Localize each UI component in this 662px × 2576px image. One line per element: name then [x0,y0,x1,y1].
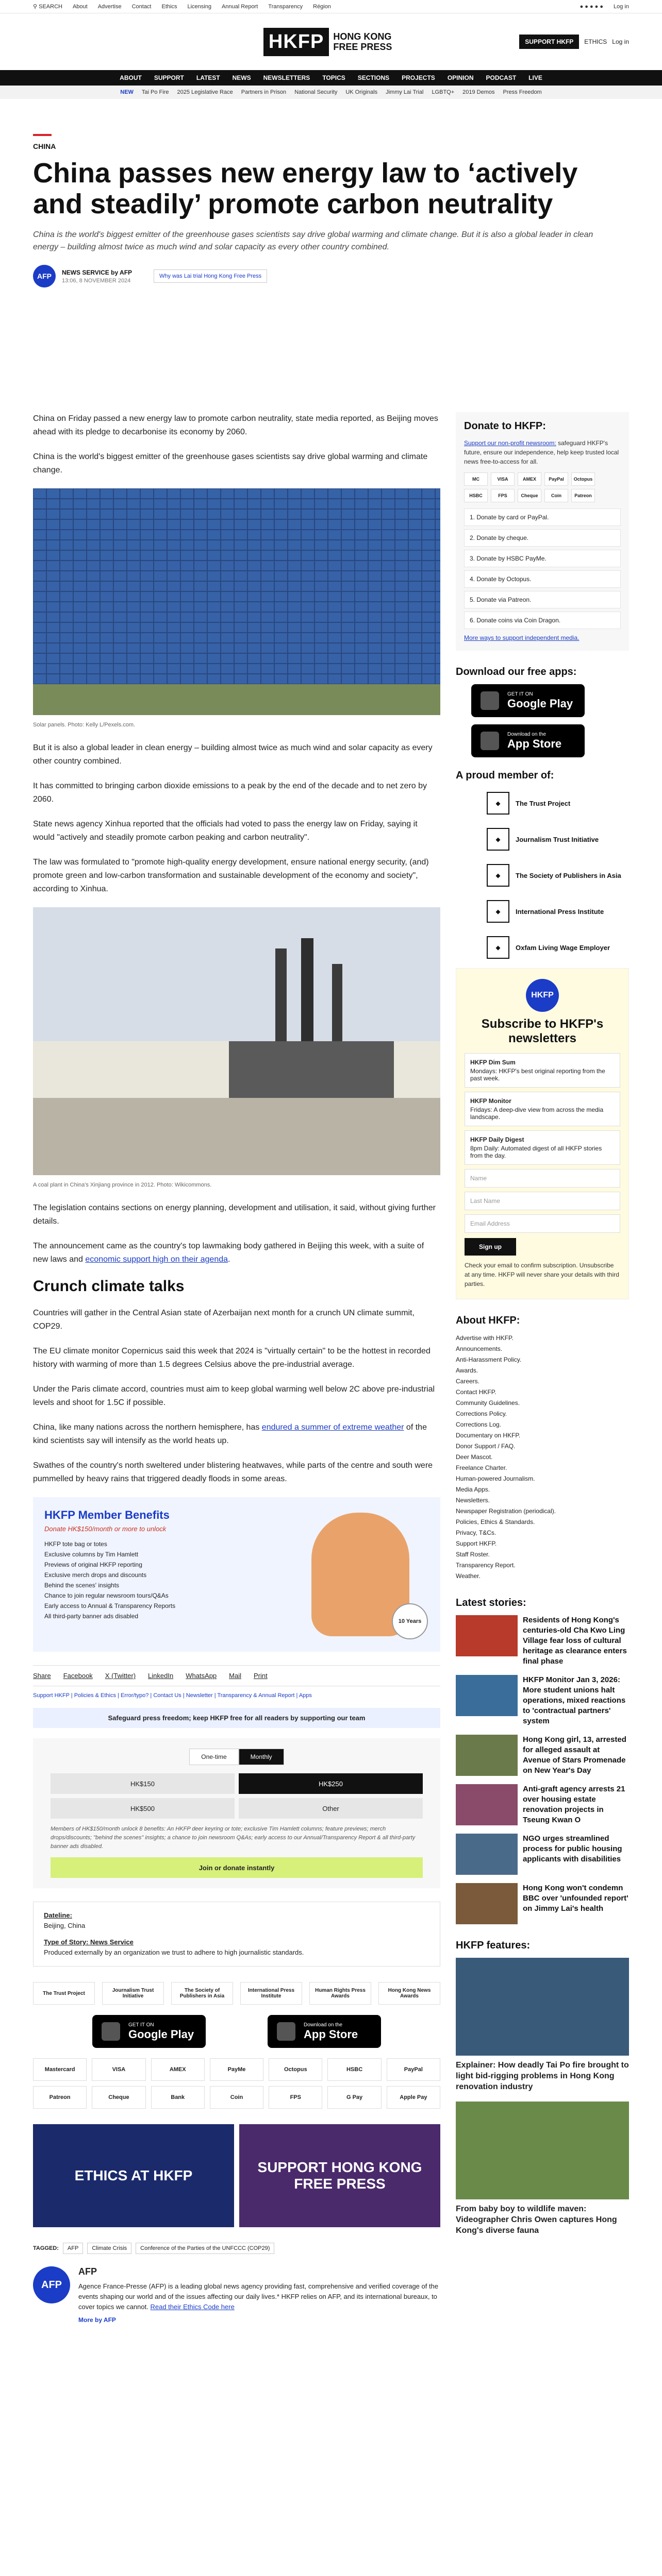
extreme-weather-link[interactable]: endured a summer of extreme weather [261,1423,404,1432]
member-name: Journalism Trust Initiative [516,835,599,843]
member-row[interactable] [456,896,629,927]
trust-logo[interactable]: The Society of Publishers in Asia [171,1982,233,2005]
frequency-toggle [51,1749,423,1765]
image-caption: Solar panels. Photo: Kelly L/Pexels.com. [33,722,136,728]
member-logo-icon: ◆ [487,792,509,815]
trending-item[interactable]: 2025 Legislative Race [177,89,233,95]
one-time-option[interactable]: One-time [189,1749,238,1765]
newsletter-note: Check your email to confirm subscription. Unsubscribe at any time. HKFP will never share your details with third parties. [465,1262,619,1287]
monthly-option[interactable]: Monthly [239,1749,284,1765]
share-link[interactable]: Share [33,1672,51,1680]
logo-line-2: FREE PRESS [333,42,392,52]
member-row[interactable] [456,824,629,855]
payment-logo[interactable]: Bank [151,2086,205,2109]
feature-thumbnail [456,1958,629,2056]
author-bio-text: Agence France-Presse (AFP) is a leading global news agency providing fast, comprehensive and verified coverage of the events shaping our world and of the issues affecting our daily lives.* HKFP relies on AFP, and its international bureaux, to cover topics we cannot. [78,2282,439,2311]
payment-method-icon[interactable]: FPS [491,489,515,502]
tag-link[interactable]: AFP [63,2243,83,2254]
article-body [33,412,440,2324]
story-meta-box [33,1902,440,1967]
about-link[interactable]: Freelance Charter. [456,1464,507,1471]
coal-plant-image [33,907,440,1175]
share-link[interactable]: Facebook [63,1672,93,1680]
donate-option[interactable]: 2. Donate by cheque. [464,529,621,547]
section-heading: Crunch climate talks [33,1278,185,1295]
paragraph: State news agency Xinhua reported that the officials had voted to pass the energy law on Friday, saying it would "actively and steadily promote carbon peaking and carbon neutrality". [33,820,418,842]
tags-label: TAGGED: [33,2245,59,2251]
paragraph: China on Friday passed a new energy law to promote carbon neutrality, state media reported, as Beijing moves ahead with its pledge to decarbonise its economy by 2060. [33,414,438,436]
ten-years-badge: 10 Years [392,1603,428,1639]
latest-story[interactable] [456,1615,629,1667]
latest-title-text[interactable]: Residents of Hong Kong's centuries-old Cha Kwo Ling Village fear loss of cultural heritage as clearance enters final phase [523,1616,627,1666]
latest-title-text[interactable]: HKFP Monitor Jan 3, 2026: More student unions halt operations, mixed reactions to 'contractual partners' system [523,1675,626,1725]
member-logo-icon: ◆ [487,936,509,959]
donate-box [456,412,629,651]
signup-button[interactable]: Sign up [465,1238,516,1256]
payment-method-icon[interactable]: MC [464,472,488,486]
apps-title: Download our free apps: [456,666,577,677]
donate-option[interactable]: 3. Donate by HSBC PayMe. [464,550,621,567]
trending-item[interactable]: UK Originals [345,89,378,95]
tags-row [33,2243,440,2254]
support-promo-banner[interactable]: SUPPORT HONG KONG FREE PRESS [239,2124,440,2227]
paragraph [33,1240,440,1266]
newsletter-name: HKFP Daily Digest [470,1136,524,1143]
latest-story[interactable] [456,1735,629,1776]
payment-method-icon[interactable]: PayPal [544,472,568,486]
email-input[interactable]: Email Address [465,1214,620,1233]
donate-description: Members of HK$150/month unlock 8 benefits: An HKFP deer keyring or tote; exclusive Tim Hamlett columns; feature previews; merch drops/discounts; "behind the scenes" insights; a chance to join newsroom Q&As; early access to our Annual/Transparency Report & all third-party banner ads disabled. [51,1826,416,1850]
paragraph: The law was formulated to "promote high-quality energy development, ensure national energy security, (and) promote green and low-carbon transformation and sustainable development of the economy and society", according to Xinhua. [33,858,429,893]
newsletter-desc: Fridays: A deep-dive view from across the media landscape. [470,1106,604,1121]
member-benefits-banner[interactable] [33,1497,440,1652]
feature-title-text[interactable]: From baby boy to wildlife maven: Videographer Chris Owen captures Hong Kong's diverse fauna [456,2205,617,2235]
advertise-link[interactable]: Advertise [97,3,122,10]
member-name: The Trust Project [516,799,571,807]
benefits-subtitle: Donate HK$150/month or more to unlock [44,1525,167,1533]
main-nav [0,70,662,86]
search-label: SEARCH [39,4,62,10]
benefit-item: HKFP tote bag or totes [44,1540,107,1548]
member-row[interactable] [456,860,629,891]
about-link[interactable]: Human-powered Journalism. [456,1475,535,1482]
donate-text [464,438,621,466]
share-link[interactable]: WhatsApp [186,1672,217,1680]
benefits-title: HKFP Member Benefits [44,1509,170,1521]
about-link[interactable]: Documentary on HKFP. [456,1432,521,1439]
payment-method-icon[interactable]: Cheque [518,489,541,502]
why-trust-link[interactable]: Why was Lai trial Hong Kong Free Press [154,269,267,283]
author-box [33,2266,440,2324]
paragraph: The EU climate monitor Copernicus said this week that 2024 is "virtually certain" to be the hottest in recorded history with warming of more than 1.5 degrees Celsius above the pre-industrial average. [33,1347,431,1369]
story-type-value: Produced externally by an organization we trust to adhere to high journalistic standards. [44,1948,304,1956]
payment-logo[interactable]: PayPal [387,2058,440,2081]
payment-logo[interactable]: Mastercard [33,2058,87,2081]
feature-story[interactable] [456,2102,629,2236]
payment-logo[interactable]: Apple Pay [387,2086,440,2109]
logo-mark: HKFP [263,28,329,56]
payment-method-icon[interactable]: Patreon [571,489,595,502]
text-run: China, like many nations across the northern hemisphere, has [33,1423,262,1432]
payment-logo[interactable]: VISA [92,2058,145,2081]
payment-method-icon[interactable]: HSBC [464,489,488,502]
about-list [456,1333,629,1582]
benefit-item: Chance to join regular newsroom tours/Q&As [44,1592,169,1599]
latest-stories [456,1615,629,1924]
about-link[interactable]: About [72,3,88,10]
amount-option[interactable]: HK$500 [51,1798,235,1819]
ethics-header-link[interactable]: ETHICS [584,38,607,45]
nav-item[interactable]: TOPICS [322,74,345,81]
member-name: Oxfam Living Wage Employer [516,943,610,952]
latest-title-text[interactable]: Hong Kong won't condemn BBC over 'unfounded report' on Jimmy Lai's health [523,1884,628,1913]
author-name[interactable]: AFP [78,2266,97,2277]
about-title: About HKFP: [456,1315,520,1326]
contact-link[interactable]: Contact [131,3,152,10]
share-link[interactable]: X (Twitter) [105,1672,136,1680]
trending-item[interactable]: Press Freedom [503,89,542,95]
latest-title-text[interactable]: Hong Kong girl, 13, arrested for alleged assault at Avenue of Stars Promenade on New Year's Day [523,1735,626,1775]
paragraph: It has committed to bringing carbon dioxide emissions to a peak by the end of the decade and to net zero by 2060. [33,782,427,804]
paragraph: Under the Paris climate accord, countries must aim to keep global warming well below 2C above pre-industrial levels and shoot for 1.5C if possible. [33,1385,435,1407]
features-list [456,1958,629,2236]
newsletter-box [456,968,629,1299]
store-name: Google Play [507,697,573,710]
newsletter-options [465,1053,620,1165]
author-box-avatar[interactable]: AFP [33,2266,70,2303]
app-store-button[interactable] [268,2015,381,2048]
about-link[interactable]: Deer Mascot. [456,1453,493,1461]
about-link[interactable]: Corrections Log. [456,1421,502,1428]
text-run: of the kind scientists say will intensify as the world heats up. [33,1423,427,1445]
latest-story[interactable] [456,1883,629,1924]
paragraph: The legislation contains sections on energy planning, development and utilisation, it said, without giving further details. [33,1204,436,1226]
article-title: China passes new energy law to ‘actively and steadily’ promote carbon neutrality [33,158,578,219]
trending-label: NEW [120,89,134,95]
text-run: . [228,1255,230,1264]
latest-title-text[interactable]: NGO urges streamlined process for public housing applicants with disabilities [523,1834,622,1863]
trust-logo[interactable]: Journalism Trust Initiative [102,1982,164,2005]
top-utility-bar [0,0,662,13]
sidebar [456,412,629,2245]
latest-thumbnail [456,1834,518,1875]
latest-story[interactable] [456,1834,629,1875]
feature-story[interactable] [456,1958,629,2092]
byline [33,265,629,287]
logo-line-1: HONG KONG [333,31,392,42]
amount-options [51,1773,423,1819]
licensing-link[interactable]: Licensing [187,3,211,10]
header-actions [519,35,629,49]
paragraph: Countries will gather in the Central Asian state of Azerbaijan next month for a crunch UN climate summit, COP29. [33,1309,415,1331]
payment-method-icon[interactable]: Octopus [571,472,595,486]
member-logo-icon: ◆ [487,864,509,887]
donate-text-body: safeguard HKFP's future, ensure our independence, help keep trusted local news free-to-access for all. [464,439,619,465]
benefits-text [44,1509,175,1640]
newsletter-desc: Mondays: HKFP's best original reporting from the past week. [470,1067,605,1082]
paragraph: Swathes of the country's north sweltered under blistering heatwaves, while parts of the centre and south were pummelled by heavy rains that triggered deadly floods in some areas. [33,1461,433,1483]
latest-thumbnail [456,1784,518,1825]
share-link[interactable]: Print [254,1672,268,1680]
share-bar [33,1665,440,1686]
latest-thumbnail [456,1883,518,1924]
member-organisations [456,788,629,963]
about-link[interactable]: Donor Support / FAQ. [456,1443,516,1450]
nav-item[interactable]: SECTIONS [357,74,390,81]
safeguard-banner[interactable]: Safeguard press freedom; keep HKFP free for all readers by supporting our team [33,1708,440,1728]
latest-thumbnail [456,1675,518,1716]
payment-logo[interactable]: AMEX [151,2058,205,2081]
ethics-code-link[interactable]: Read their Ethics Code here [150,2303,235,2311]
support-button[interactable]: SUPPORT HKFP [519,35,579,49]
about-link[interactable]: Newsletters. [456,1497,490,1504]
donate-options [464,509,621,629]
store-small-text: GET IT ON [507,691,533,697]
search-link[interactable]: ⚲ SEARCH [33,4,62,10]
about-link[interactable]: Awards. [456,1367,478,1374]
ethics-link[interactable]: Ethics [161,3,177,10]
benefit-item: Behind the scenes' insights [44,1582,120,1589]
more-by-author-link[interactable]: More by AFP [78,2316,116,2324]
google-play-icon [481,691,499,710]
login-link[interactable]: Log in [614,3,629,10]
join-button[interactable]: Join or donate instantly [51,1857,423,1878]
latest-title-text[interactable]: Anti-graft agency arrests 21 over housing estate renovation projects in Tseung Kwan O [523,1785,625,1824]
latest-story[interactable] [456,1784,629,1825]
transparency-link[interactable]: Transparency [268,3,303,10]
payment-method-icon[interactable]: AMEX [518,472,541,486]
logo-text [333,31,392,52]
store-small-text: Download on the [304,2022,343,2028]
paragraph: But it is also a global leader in clean energy – building almost twice as much wind and solar capacity as every other country combined. [33,743,433,766]
about-link[interactable]: Advertise with HKFP. [456,1334,514,1342]
more-ways [464,633,621,642]
payment-logo[interactable]: PayMe [210,2058,263,2081]
payment-methods-grid [33,2058,440,2109]
member-name: International Press Institute [516,907,604,916]
annual-report-link[interactable]: Annual Report [221,3,258,10]
donate-option[interactable]: 1. Donate by card or PayPal. [464,509,621,526]
login-header-link[interactable]: Log in [612,38,629,45]
payment-logo[interactable]: Octopus [269,2058,322,2081]
store-name: App Store [304,2027,358,2041]
store-name: App Store [507,737,562,750]
sidebar-app-store-button[interactable] [471,724,585,757]
trust-logos [33,1982,440,2005]
benefits-list [44,1539,175,1621]
about-link[interactable]: Weather. [456,1572,481,1580]
newsletter-name: HKFP Dim Sum [470,1059,516,1066]
byline-author[interactable]: NEWS SERVICE by AFP [62,268,133,276]
sidebar-google-play-button[interactable] [471,684,585,717]
about-link[interactable]: Community Guidelines. [456,1399,520,1406]
trust-logo[interactable]: Hong Kong News Awards [378,1982,440,2005]
author-bio [78,2281,440,2312]
payment-method-icon[interactable]: Coin [544,489,568,502]
about-link[interactable]: Contact HKFP. [456,1388,496,1396]
donate-option[interactable]: 4. Donate by Octopus. [464,570,621,588]
image-caption: A coal plant in China's Xinjiang province in 2012. Photo: Wikicommons. [33,1182,212,1188]
tag-link[interactable]: Conference of the Parties of the UNFCCC (COP29) [136,2243,274,2254]
nav-item[interactable]: PODCAST [486,74,517,81]
payment-logo[interactable]: G Pay [327,2086,381,2109]
about-link[interactable]: Careers. [456,1378,480,1385]
site-logo[interactable] [263,28,392,56]
nav-item[interactable]: NEWS [232,74,251,81]
region-link[interactable]: Région [313,3,331,10]
first-name-input[interactable]: Name [465,1169,620,1188]
paragraph [33,1421,440,1448]
donate-option[interactable]: 5. Donate via Patreon. [464,591,621,608]
payment-method-icons [464,472,621,502]
promo-banners [33,2124,440,2227]
payment-logo[interactable]: HSBC [327,2058,381,2081]
newsletter-name: HKFP Monitor [470,1097,511,1105]
member-row[interactable] [456,932,629,963]
nav-item[interactable]: NEWSLETTERS [263,74,310,81]
trending-item[interactable]: Partners in Prison [241,89,287,95]
about-link[interactable]: Transparency Report. [456,1562,516,1569]
share-link[interactable]: Mail [229,1672,242,1680]
nav-item[interactable]: OPINION [447,74,474,81]
google-play-button[interactable] [92,2015,206,2048]
feature-title-text[interactable]: Explainer: How deadly Tai Po fire brought to light bid-rigging problems in Hong Kong renovation industry [456,2061,629,2091]
byline-date: 13:06, 8 NOVEMBER 2024 [62,277,131,284]
nav-item[interactable]: SUPPORT [154,74,184,81]
about-link[interactable]: Anti-Harassment Policy. [456,1356,522,1363]
store-name: Google Play [128,2027,194,2041]
nav-item[interactable]: LATEST [196,74,220,81]
apple-icon [277,2022,295,2041]
trending-item[interactable]: 2019 Demos [462,89,495,95]
payment-logo[interactable]: Patreon [33,2086,87,2109]
payment-logo[interactable]: FPS [269,2086,322,2109]
more-ways-link[interactable]: More ways to support independent media. [464,634,580,641]
donate-widget [33,1738,440,1888]
latest-thumbnail [456,1735,518,1776]
article-header [33,134,629,301]
newsletter-desc: 8pm Daily: Automated digest of all HKFP stories from the day. [470,1145,602,1159]
amount-option[interactable]: Other [239,1798,423,1819]
site-header [0,13,662,70]
article-standfirst: China is the world's biggest emitter of the greenhouse gases scientists say drive global warming and climate change. But it is also a global leader in clean energy – building almost twice as much wind and solar capacity as every other country combined. [33,230,593,251]
solar-panels-image [33,488,440,715]
trending-item[interactable]: National Security [294,89,338,95]
benefit-item: All third-party banner ads disabled [44,1613,139,1620]
about-link[interactable]: Privacy, T&Cs. [456,1529,496,1536]
trending-item[interactable]: Tai Po Fire [141,89,169,95]
latest-thumbnail [456,1615,518,1656]
social-icons[interactable]: ● ● ● ● ● [580,3,604,10]
trending-bar [0,86,662,99]
benefit-item: Exclusive merch drops and discounts [44,1571,147,1579]
payment-logo[interactable]: Coin [210,2086,263,2109]
dateline-heading: Dateline: [44,1911,72,1919]
economic-support-link[interactable]: economic support high on their agenda [85,1255,228,1264]
ethics-promo-banner[interactable]: ETHICS AT HKFP [33,2124,234,2227]
paragraph: China is the world's biggest emitter of the greenhouse gases scientists say drive global warming and climate change. [33,452,428,474]
tag-link[interactable]: Climate Crisis [87,2243,131,2254]
share-link[interactable]: LinkedIn [148,1672,174,1680]
about-link[interactable]: Policies, Ethics & Standards. [456,1518,535,1526]
member-row[interactable] [456,788,629,819]
latest-title: Latest stories: [456,1597,526,1608]
kicker-rule [33,134,52,136]
member-logo-icon: ◆ [487,828,509,851]
byline-text [62,269,132,284]
about-link[interactable]: Newspaper Registration (periodical). [456,1507,556,1515]
benefit-item: Exclusive columns by Tim Hamlett [44,1551,139,1558]
member-name: The Society of Publishers in Asia [516,871,621,879]
support-newsroom-link[interactable]: Support our non-profit newsroom: [464,439,556,447]
author-avatar[interactable]: AFP [33,265,56,287]
payment-logo[interactable]: Cheque [92,2086,145,2109]
nav-item[interactable]: ABOUT [120,74,142,81]
newsletter-option[interactable] [465,1092,620,1126]
author-box-text [78,2266,440,2324]
member-logo-icon: ◆ [487,900,509,923]
nav-item[interactable]: PROJECTS [402,74,435,81]
apple-icon [481,732,499,750]
benefit-item: Early access to Annual & Transparency Reports [44,1602,176,1609]
footer-links[interactable]: Support HKFP | Policies & Ethics | Error/typo? | Contact Us | Newsletter | Transparency & Annual Report | Apps [33,1692,312,1699]
features-title: HKFP features: [456,1940,531,1951]
feature-thumbnail [456,2102,629,2199]
trending-item[interactable]: LGBTQ+ [432,89,455,95]
about-link[interactable]: Corrections Policy. [456,1410,507,1417]
latest-story[interactable] [456,1675,629,1726]
last-name-input[interactable]: Last Name [465,1192,620,1210]
store-small-text: Download on the [507,731,547,737]
dateline-value: Beijing, China [44,1922,86,1929]
app-store-row [33,2015,440,2048]
amount-option[interactable]: HK$150 [51,1773,235,1794]
newsletter-logo: HKFP [526,979,559,1012]
nav-item[interactable]: LIVE [528,74,542,81]
amount-option[interactable]: HK$250 [239,1773,423,1794]
text-run: The announcement came as the country's top lawmaking body gathered in Beijing this week, with a suite of new laws and [33,1242,424,1264]
about-link[interactable]: Media Apps. [456,1486,490,1493]
trending-item[interactable]: Jimmy Lai Trial [386,89,424,95]
trust-logo[interactable]: Human Rights Press Awards [309,1982,371,2005]
article-kicker[interactable]: CHINA [33,142,56,150]
newsletter-option[interactable] [465,1053,620,1088]
about-link[interactable]: Staff Roster. [456,1551,490,1558]
member-title: A proud member of: [456,770,554,781]
payment-method-icon[interactable]: VISA [491,472,515,486]
newsletter-option[interactable] [465,1130,620,1165]
newsletter-title: Subscribe to HKFP's newsletters [481,1017,604,1045]
benefit-item: Previews of original HKFP reporting [44,1561,142,1568]
about-link[interactable]: Announcements. [456,1345,503,1352]
donate-title: Donate to HKFP: [464,420,546,432]
about-link[interactable]: Support HKFP. [456,1540,497,1547]
store-small-text: GET IT ON [128,2022,154,2028]
trust-logo[interactable]: International Press Institute [240,1982,302,2005]
story-type-heading: Type of Story: News Service [44,1938,134,1946]
google-play-icon [102,2022,120,2041]
trust-logo[interactable]: The Trust Project [33,1982,95,2005]
donate-option[interactable]: 6. Donate coins via Coin Dragon. [464,612,621,629]
